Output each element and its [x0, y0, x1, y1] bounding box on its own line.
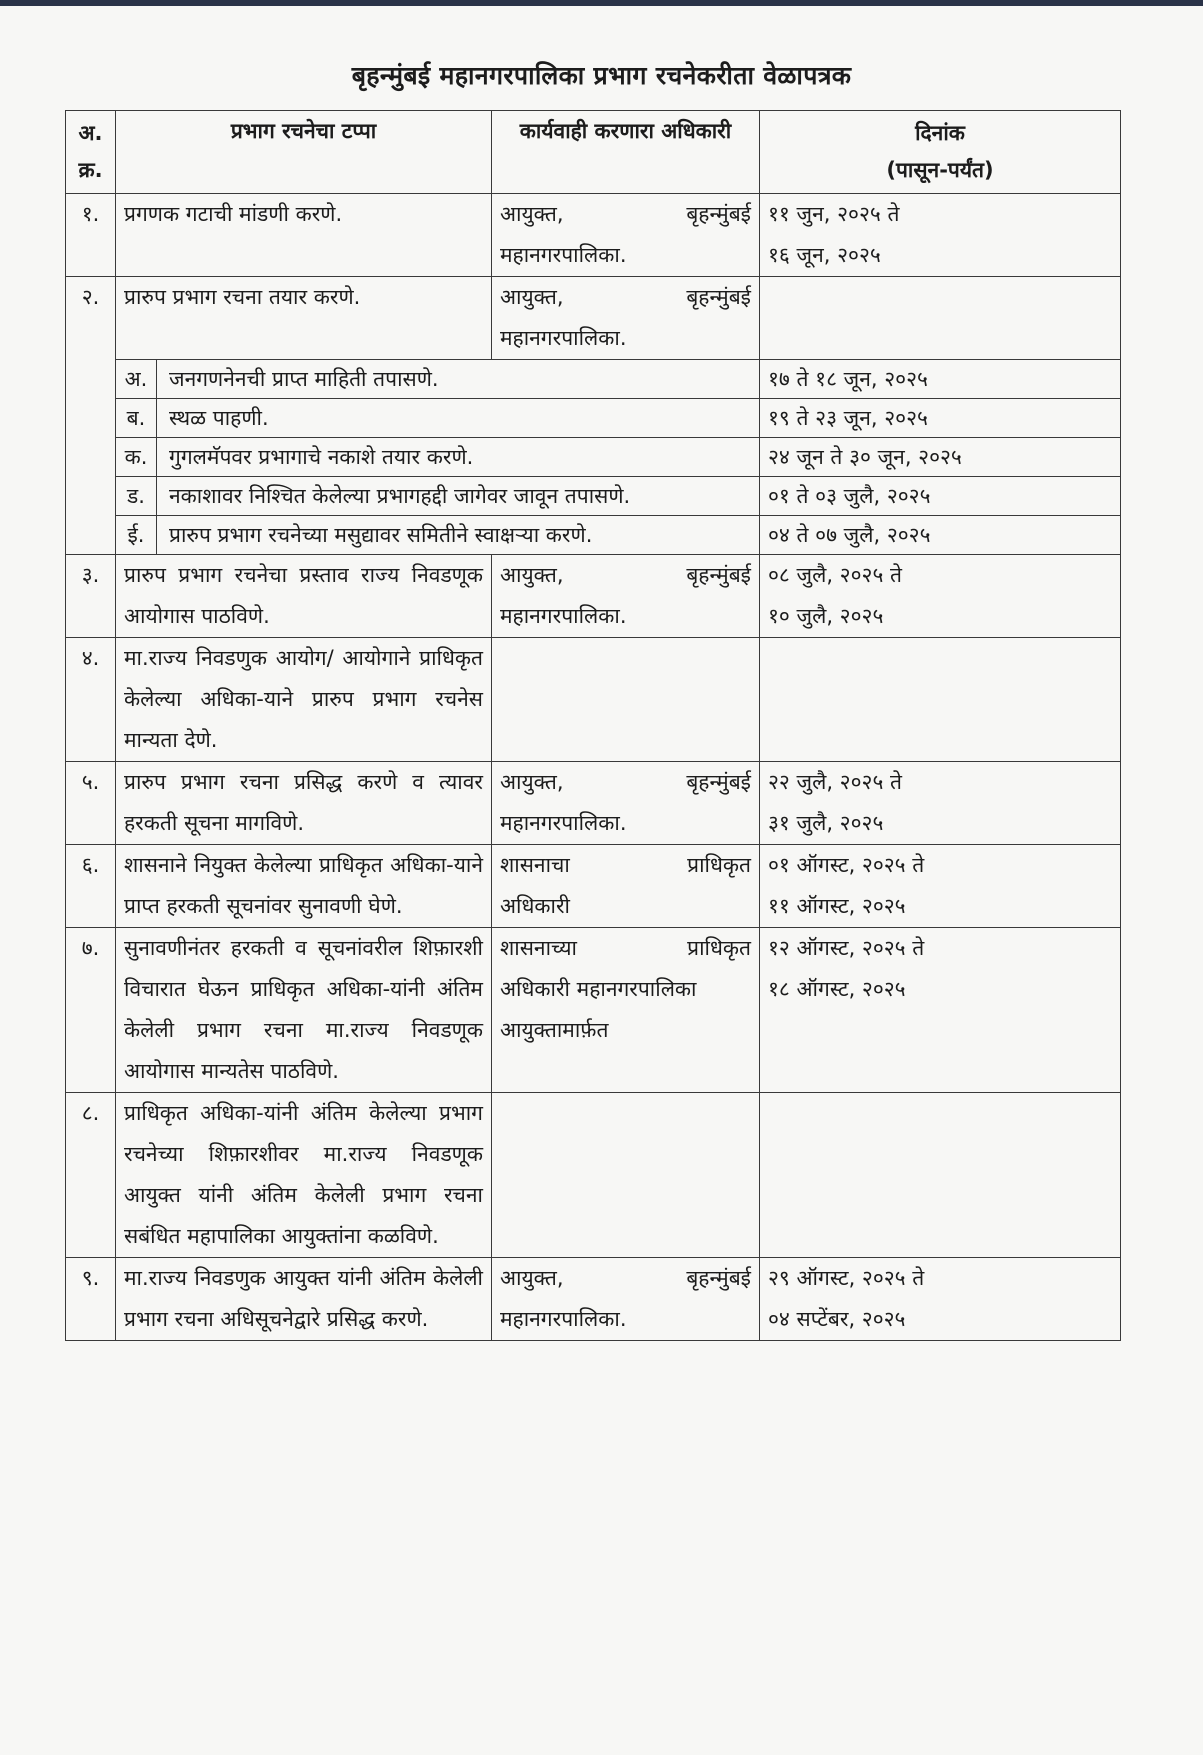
row-sr: ५.: [66, 762, 116, 845]
table-row: [66, 762, 1121, 845]
officer-part: महानगरपालिका.: [500, 811, 627, 835]
officer-part: महानगरपालिका.: [500, 326, 627, 350]
date-to: १८ ऑगस्ट, २०२५: [768, 977, 906, 1001]
officer-part: शासनाच्या: [500, 936, 577, 960]
table-row: [66, 277, 1121, 360]
date-from: ०१ ऑगस्ट, २०२५ ते: [768, 853, 925, 877]
sub-text: प्रारुप प्रभाग रचनेच्या मसुद्यावर समितीने स्वाक्षऱ्या करणे.: [169, 523, 593, 547]
date-to: १६ जून, २०२५: [768, 243, 881, 267]
officer-part: अधिकारी महानगरपालिका आयुक्तामार्फ़त: [500, 977, 697, 1042]
date-from: २९ ऑगस्ट, २०२५ ते: [768, 1266, 925, 1290]
sub-letter: अ.: [116, 360, 157, 398]
header-step: प्रभाग रचनेचा टप्पा: [116, 111, 492, 194]
table-row: [66, 638, 1121, 762]
sub-text: गुगलमॅपवर प्रभागाचे नकाशे तयार करणे.: [169, 445, 474, 469]
header-sr: [66, 111, 116, 194]
sub-text: जनगणनेनची प्राप्त माहिती तपासणे.: [169, 367, 439, 391]
date-from: ०८ जुलै, २०२५ ते: [768, 563, 903, 587]
row-officer: [492, 928, 760, 1093]
officer-part: आयुक्त,: [500, 285, 564, 309]
officer-part: आयुक्त,: [500, 202, 564, 226]
row-step: प्रगणक गटाची मांडणी करणे.: [116, 194, 492, 277]
sub-row: [66, 438, 1121, 477]
row-date: [760, 194, 1121, 277]
officer-part: महानगरपालिका.: [500, 604, 627, 628]
row-sr: १.: [66, 194, 116, 277]
officer-part: आयुक्त,: [500, 563, 564, 587]
row-sr: २.: [66, 277, 116, 555]
officer-part: महानगरपालिका.: [500, 243, 627, 267]
officer-part: महानगरपालिका.: [500, 1307, 627, 1331]
row-step: प्रारुप प्रभाग रचना प्रसिद्ध करणे व त्यावर हरकती सूचना मागविणे.: [116, 762, 492, 845]
row-step: सुनावणीनंतर हरकती व सूचनांवरील शिफ़ारशी विचारात घेऊन प्राधिकृत अधिका-यांनी अंतिम केलेली प्रभाग रचना मा.राज्य निवडणूक आयोगास मान्यतेस पाठविणे.: [116, 928, 492, 1093]
date-to: १० जुलै, २०२५: [768, 604, 884, 628]
table-row: [66, 1093, 1121, 1258]
table-row: [66, 555, 1121, 638]
date-to: ३१ जुलै, २०२५: [768, 811, 884, 835]
row-date: [760, 277, 1121, 360]
row-officer: [492, 277, 760, 360]
row-step: प्राधिकृत अधिका-यांनी अंतिम केलेल्या प्रभाग रचनेच्या शिफ़ारशीवर मा.राज्य निवडणूक आयुक्त यांनी अंतिम केलेली प्रभाग रचना सबंधित महापालिका आयुक्तांना कळविणे.: [116, 1093, 492, 1258]
sub-row: [66, 516, 1121, 555]
sub-step: [116, 360, 760, 399]
officer-part: बृहन्मुंबई: [686, 770, 751, 794]
row-officer: [492, 845, 760, 928]
officer-part: बृहन्मुंबई: [686, 202, 751, 226]
table-row: [66, 928, 1121, 1093]
header-date: [760, 111, 1121, 194]
officer-part: अधिकारी: [500, 894, 570, 918]
header-sr-line1: अ.: [78, 121, 103, 145]
row-sr: ८.: [66, 1093, 116, 1258]
row-officer: [492, 194, 760, 277]
date-to: ०४ सप्टेंबर, २०२५: [768, 1307, 906, 1331]
sub-letter: ब.: [116, 399, 157, 437]
sub-step: [116, 516, 760, 555]
row-officer: [492, 638, 760, 762]
row-sr: ६.: [66, 845, 116, 928]
row-officer: [492, 762, 760, 845]
date-to: ११ ऑगस्ट, २०२५: [768, 894, 906, 918]
sub-row: [66, 477, 1121, 516]
sub-date: ०१ ते ०३ जुलै, २०२५: [760, 477, 1121, 516]
header-date-line1: दिनांक: [915, 121, 965, 145]
scan-top-edge: [0, 0, 1203, 6]
sub-row: [66, 399, 1121, 438]
row-officer: [492, 1258, 760, 1341]
header-date-line2: (पासून-पर्यंत): [886, 158, 994, 182]
sub-step: [116, 438, 760, 477]
date-from: २२ जुलै, २०२५ ते: [768, 770, 903, 794]
row-step: प्रारुप प्रभाग रचनेचा प्रस्ताव राज्य निवडणूक आयोगास पाठविणे.: [116, 555, 492, 638]
sub-date: १७ ते १८ जून, २०२५: [760, 360, 1121, 399]
sub-date: ०४ ते ०७ जुलै, २०२५: [760, 516, 1121, 555]
date-from: ११ जुन, २०२५ ते: [768, 202, 900, 226]
sub-row: [66, 360, 1121, 399]
officer-part: बृहन्मुंबई: [686, 563, 751, 587]
header-row: [66, 111, 1121, 194]
sub-step: [116, 477, 760, 516]
row-date: [760, 762, 1121, 845]
row-date: [760, 1093, 1121, 1258]
row-officer: [492, 1093, 760, 1258]
sub-date: १९ ते २३ जून, २०२५: [760, 399, 1121, 438]
officer-part: आयुक्त,: [500, 1266, 564, 1290]
row-date: [760, 928, 1121, 1093]
row-sr: ४.: [66, 638, 116, 762]
officer-part: शासनाचा: [500, 853, 570, 877]
sub-text: नकाशावर निश्चित केलेल्या प्रभागहद्दी जागेवर जावून तपासणे.: [169, 484, 631, 508]
row-date: [760, 1258, 1121, 1341]
sub-step: [116, 399, 760, 438]
row-sr: ७.: [66, 928, 116, 1093]
officer-part: प्राधिकृत: [687, 936, 751, 960]
officer-part: प्राधिकृत: [687, 853, 751, 877]
table-row: [66, 194, 1121, 277]
header-officer: कार्यवाही करणारा अधिकारी: [492, 111, 760, 194]
sub-letter: ड.: [116, 477, 157, 515]
row-officer: [492, 555, 760, 638]
officer-part: आयुक्त,: [500, 770, 564, 794]
table-row: [66, 1258, 1121, 1341]
sub-date: २४ जून ते ३० जून, २०२५: [760, 438, 1121, 477]
row-step: शासनाने नियुक्त केलेल्या प्राधिकृत अधिका-याने प्राप्त हरकती सूचनांवर सुनावणी घेणे.: [116, 845, 492, 928]
page-title: बृहन्मुंबई महानगरपालिका प्रभाग रचनेकरीता वेळापत्रक: [351, 61, 852, 90]
schedule-table: [65, 110, 1121, 1341]
row-date: [760, 845, 1121, 928]
officer-part: बृहन्मुंबई: [686, 1266, 751, 1290]
row-step: मा.राज्य निवडणुक आयुक्त यांनी अंतिम केलेली प्रभाग रचना अधिसूचनेद्वारे प्रसिद्ध करणे.: [116, 1258, 492, 1341]
row-step: प्रारुप प्रभाग रचना तयार करणे.: [116, 277, 492, 360]
row-date: [760, 555, 1121, 638]
sub-letter: ई.: [116, 516, 157, 554]
sub-text: स्थळ पाहणी.: [169, 406, 269, 430]
officer-part: बृहन्मुंबई: [686, 285, 751, 309]
row-step: मा.राज्य निवडणुक आयोग/ आयोगाने प्राधिकृत केलेल्या अधिका-याने प्रारुप प्रभाग रचनेस मान्यता देणे.: [116, 638, 492, 762]
table-row: [66, 845, 1121, 928]
date-from: १२ ऑगस्ट, २०२५ ते: [768, 936, 925, 960]
row-date: [760, 638, 1121, 762]
header-sr-line2: क्र.: [78, 158, 103, 182]
sub-letter: क.: [116, 438, 157, 476]
row-sr: ९.: [66, 1258, 116, 1341]
row-sr: ३.: [66, 555, 116, 638]
